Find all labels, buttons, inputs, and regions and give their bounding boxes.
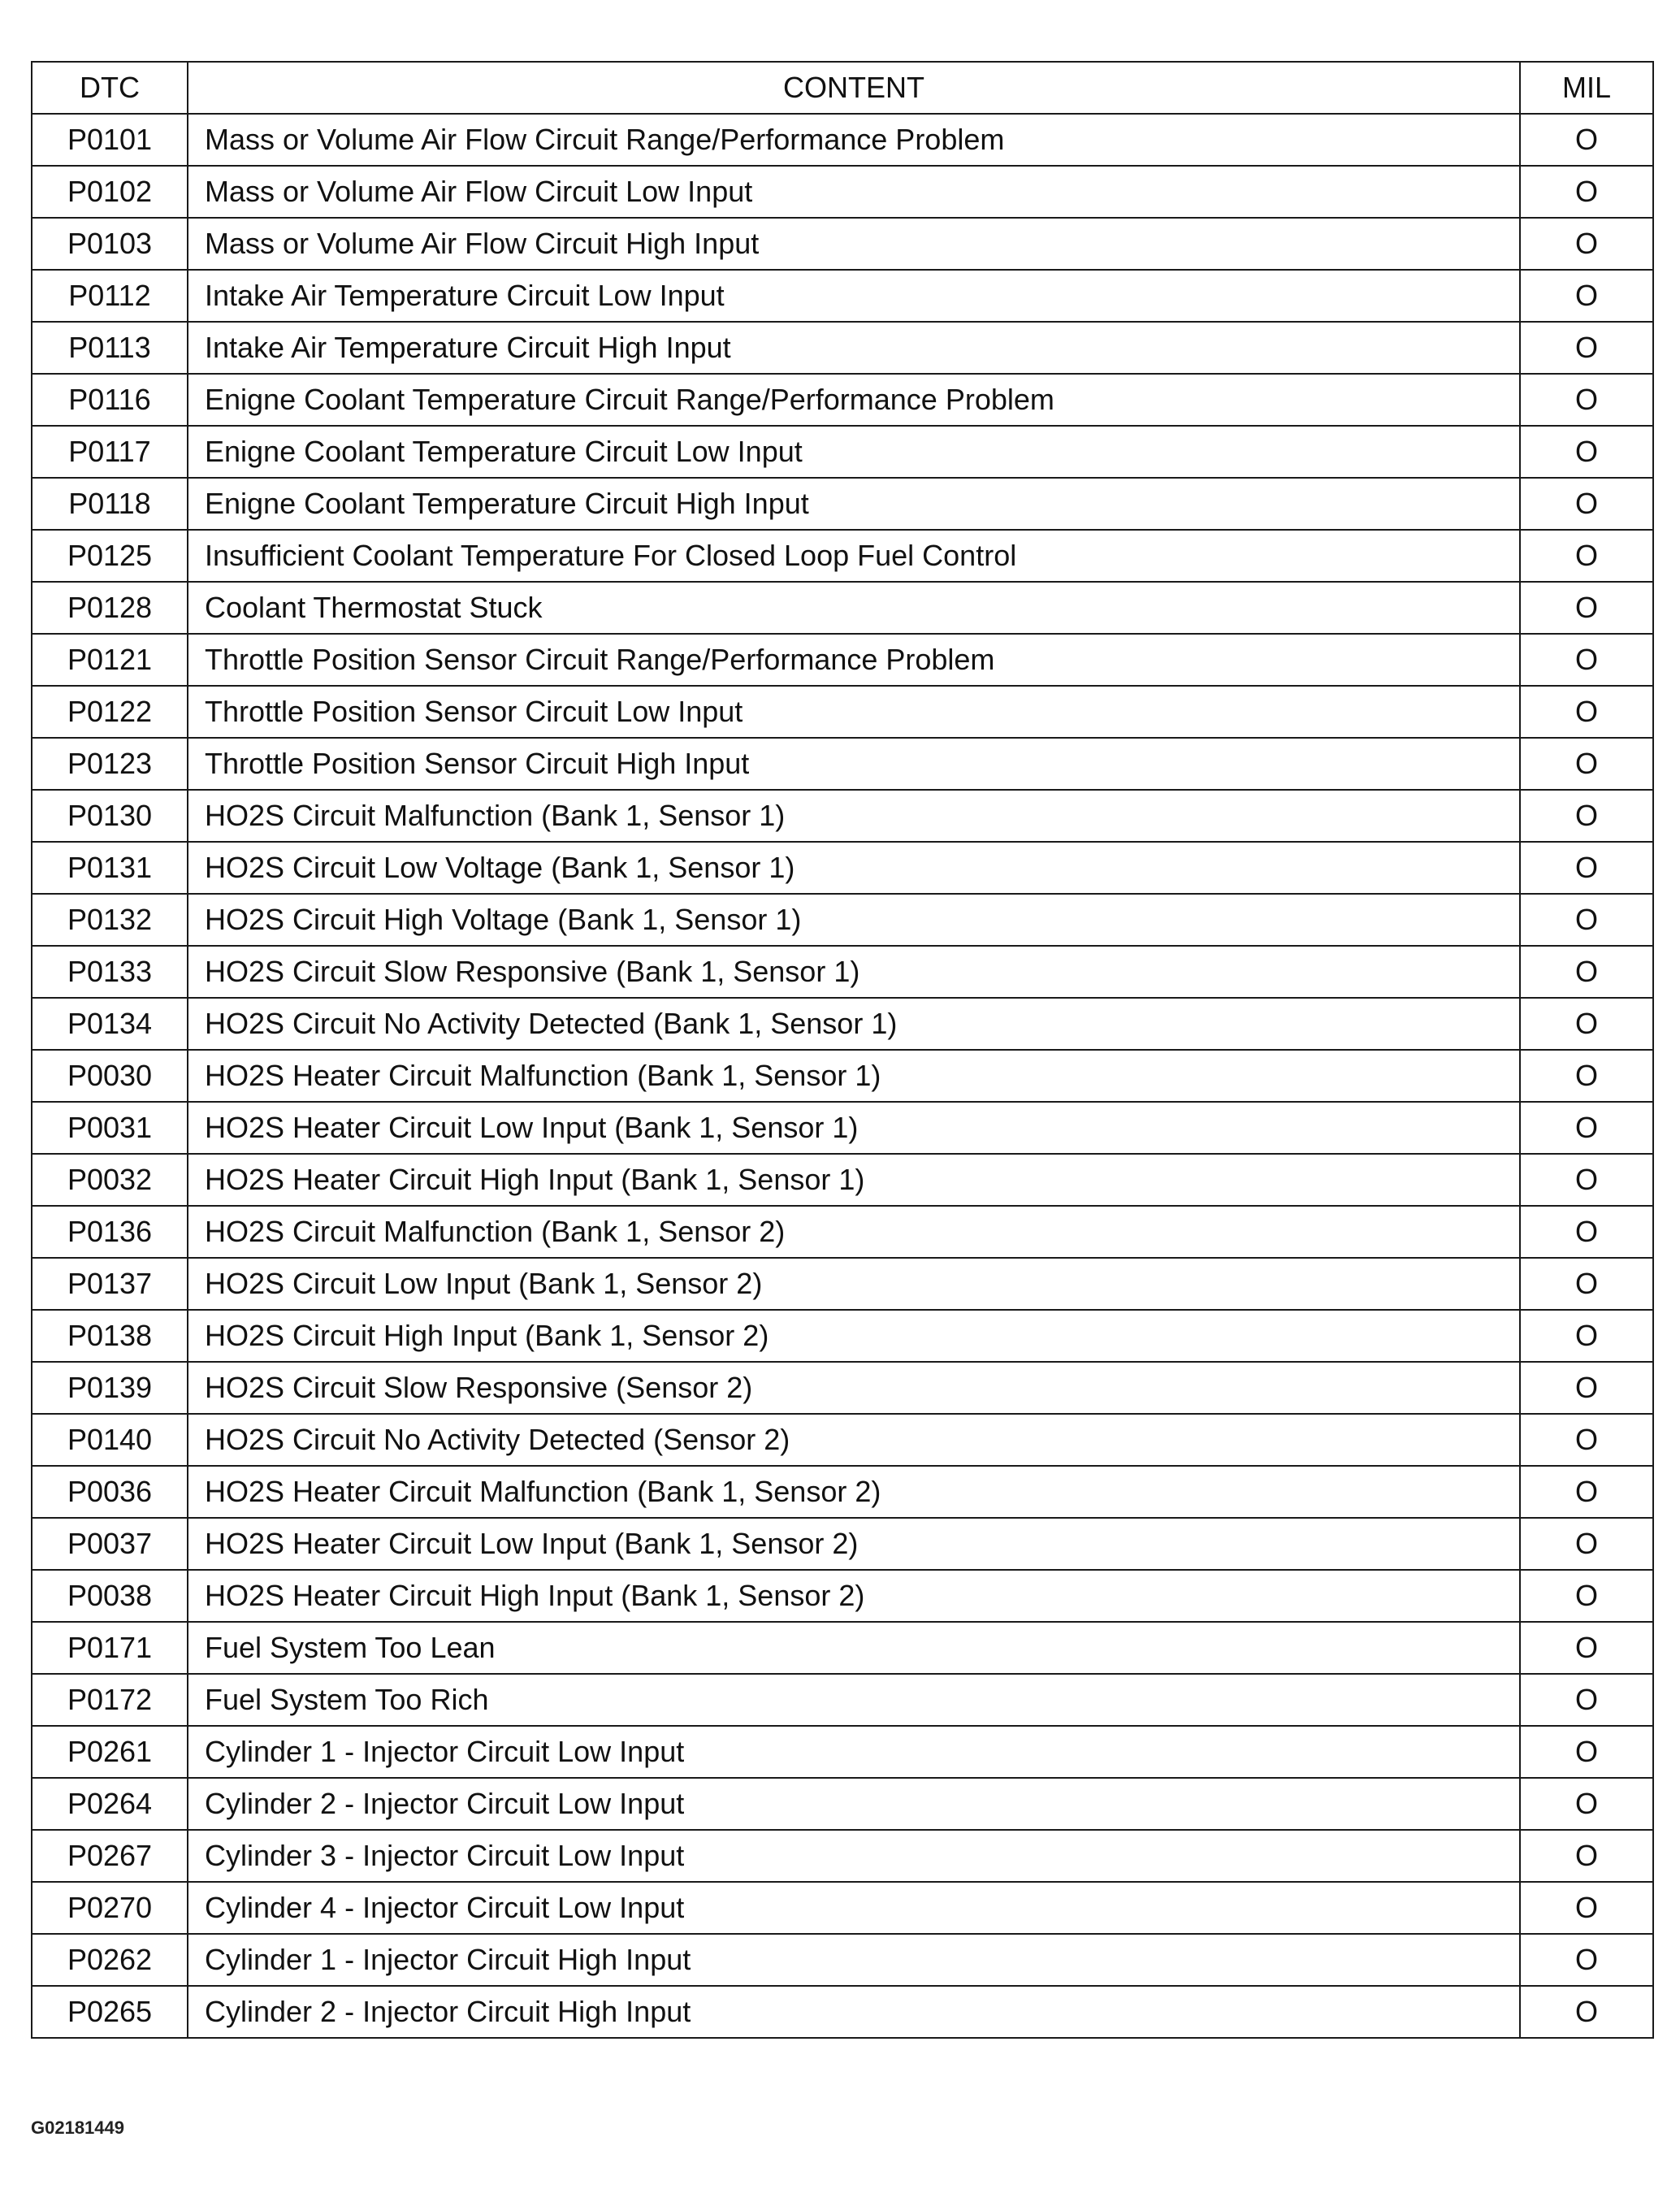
dtc-code-cell: P0036	[32, 1466, 188, 1518]
table-row	[32, 322, 1653, 374]
content-cell: HO2S Circuit Slow Responsive (Sensor 2)	[188, 1362, 1520, 1414]
content-cell: HO2S Heater Circuit Low Input (Bank 1, Sensor 2)	[188, 1518, 1520, 1570]
content-cell: HO2S Circuit Slow Responsive (Bank 1, Sensor 1)	[188, 946, 1520, 998]
table-row	[32, 270, 1653, 322]
content-cell: HO2S Heater Circuit High Input (Bank 1, Sensor 2)	[188, 1570, 1520, 1622]
table-row	[32, 1882, 1653, 1934]
mil-cell: O	[1520, 1154, 1653, 1206]
mil-cell: O	[1520, 894, 1653, 946]
mil-cell: O	[1520, 322, 1653, 374]
table-row	[32, 634, 1653, 686]
dtc-code-cell: P0031	[32, 1102, 188, 1154]
table-row	[32, 1466, 1653, 1518]
mil-cell: O	[1520, 1882, 1653, 1934]
dtc-code-cell: P0123	[32, 738, 188, 790]
dtc-code-cell: P0140	[32, 1414, 188, 1466]
content-cell: HO2S Circuit Malfunction (Bank 1, Sensor 2)	[188, 1206, 1520, 1258]
mil-cell: O	[1520, 1726, 1653, 1778]
table-row	[32, 894, 1653, 946]
dtc-code-cell: P0267	[32, 1830, 188, 1882]
content-cell: Insufficient Coolant Temperature For Closed Loop Fuel Control	[188, 530, 1520, 582]
mil-cell: O	[1520, 478, 1653, 530]
dtc-code-cell: P0139	[32, 1362, 188, 1414]
table-row	[32, 1830, 1653, 1882]
dtc-code-cell: P0265	[32, 1986, 188, 2038]
dtc-code-cell: P0132	[32, 894, 188, 946]
dtc-code-cell: P0134	[32, 998, 188, 1050]
table-row	[32, 1362, 1653, 1414]
mil-cell: O	[1520, 738, 1653, 790]
content-cell: Enigne Coolant Temperature Circuit Range/Performance Problem	[188, 374, 1520, 426]
mil-cell: O	[1520, 426, 1653, 478]
dtc-code-cell: P0122	[32, 686, 188, 738]
dtc-code-cell: P0138	[32, 1310, 188, 1362]
mil-cell: O	[1520, 1986, 1653, 2038]
mil-cell: O	[1520, 1258, 1653, 1310]
table-row	[32, 1206, 1653, 1258]
dtc-code-cell: P0261	[32, 1726, 188, 1778]
table-row	[32, 1414, 1653, 1466]
content-cell: Coolant Thermostat Stuck	[188, 582, 1520, 634]
table-row	[32, 738, 1653, 790]
mil-cell: O	[1520, 1830, 1653, 1882]
mil-cell: O	[1520, 530, 1653, 582]
header-dtc: DTC	[32, 62, 188, 114]
content-cell: Cylinder 4 - Injector Circuit Low Input	[188, 1882, 1520, 1934]
dtc-code-cell: P0172	[32, 1674, 188, 1726]
table-row	[32, 1674, 1653, 1726]
content-cell: HO2S Circuit No Activity Detected (Bank 1, Sensor 1)	[188, 998, 1520, 1050]
table-row	[32, 1154, 1653, 1206]
figure-id: G02181449	[31, 2117, 124, 2138]
header-row	[32, 62, 1653, 114]
mil-cell: O	[1520, 1362, 1653, 1414]
content-cell: HO2S Circuit Malfunction (Bank 1, Sensor 1)	[188, 790, 1520, 842]
table-row	[32, 1778, 1653, 1830]
mil-cell: O	[1520, 1674, 1653, 1726]
table-row	[32, 998, 1653, 1050]
table-row	[32, 1726, 1653, 1778]
dtc-code-cell: P0130	[32, 790, 188, 842]
table-row	[32, 842, 1653, 894]
header-mil: MIL	[1520, 62, 1653, 114]
dtc-code-cell: P0125	[32, 530, 188, 582]
dtc-code-cell: P0103	[32, 218, 188, 270]
mil-cell: O	[1520, 790, 1653, 842]
dtc-code-cell: P0262	[32, 1934, 188, 1986]
dtc-code-cell: P0128	[32, 582, 188, 634]
mil-cell: O	[1520, 1102, 1653, 1154]
mil-cell: O	[1520, 1570, 1653, 1622]
table-body	[32, 114, 1653, 2038]
content-cell: HO2S Circuit High Voltage (Bank 1, Sensor 1)	[188, 894, 1520, 946]
table-row	[32, 1102, 1653, 1154]
table-row	[32, 374, 1653, 426]
mil-cell: O	[1520, 1518, 1653, 1570]
mil-cell: O	[1520, 114, 1653, 166]
content-cell: Enigne Coolant Temperature Circuit High Input	[188, 478, 1520, 530]
content-cell: Cylinder 1 - Injector Circuit High Input	[188, 1934, 1520, 1986]
content-cell: Cylinder 1 - Injector Circuit Low Input	[188, 1726, 1520, 1778]
dtc-code-cell: P0264	[32, 1778, 188, 1830]
dtc-code-cell: P0270	[32, 1882, 188, 1934]
table-row	[32, 686, 1653, 738]
content-cell: Fuel System Too Rich	[188, 1674, 1520, 1726]
dtc-code-cell: P0030	[32, 1050, 188, 1102]
mil-cell: O	[1520, 634, 1653, 686]
mil-cell: O	[1520, 166, 1653, 218]
content-cell: HO2S Heater Circuit Malfunction (Bank 1, Sensor 2)	[188, 1466, 1520, 1518]
mil-cell: O	[1520, 1622, 1653, 1674]
content-cell: HO2S Circuit Low Input (Bank 1, Sensor 2)	[188, 1258, 1520, 1310]
table-row	[32, 1310, 1653, 1362]
mil-cell: O	[1520, 270, 1653, 322]
table-row	[32, 478, 1653, 530]
dtc-code-cell: P0171	[32, 1622, 188, 1674]
mil-cell: O	[1520, 998, 1653, 1050]
mil-cell: O	[1520, 1050, 1653, 1102]
mil-cell: O	[1520, 218, 1653, 270]
content-cell: HO2S Circuit Low Voltage (Bank 1, Sensor 1)	[188, 842, 1520, 894]
mil-cell: O	[1520, 582, 1653, 634]
header-content: CONTENT	[188, 62, 1520, 114]
content-cell: Throttle Position Sensor Circuit Low Input	[188, 686, 1520, 738]
mil-cell: O	[1520, 1778, 1653, 1830]
content-cell: HO2S Heater Circuit Low Input (Bank 1, Sensor 1)	[188, 1102, 1520, 1154]
dtc-code-cell: P0133	[32, 946, 188, 998]
content-cell: Cylinder 3 - Injector Circuit Low Input	[188, 1830, 1520, 1882]
content-cell: Intake Air Temperature Circuit High Input	[188, 322, 1520, 374]
content-cell: Cylinder 2 - Injector Circuit High Input	[188, 1986, 1520, 2038]
table-row	[32, 1986, 1653, 2038]
dtc-code-cell: P0102	[32, 166, 188, 218]
table-row	[32, 790, 1653, 842]
table-row	[32, 1934, 1653, 1986]
table-row	[32, 1570, 1653, 1622]
dtc-code-cell: P0136	[32, 1206, 188, 1258]
table-row	[32, 218, 1653, 270]
content-cell: Mass or Volume Air Flow Circuit Low Input	[188, 166, 1520, 218]
mil-cell: O	[1520, 1934, 1653, 1986]
table-row	[32, 426, 1653, 478]
dtc-code-cell: P0118	[32, 478, 188, 530]
mil-cell: O	[1520, 1310, 1653, 1362]
mil-cell: O	[1520, 1414, 1653, 1466]
mil-cell: O	[1520, 842, 1653, 894]
content-cell: Enigne Coolant Temperature Circuit Low Input	[188, 426, 1520, 478]
mil-cell: O	[1520, 1466, 1653, 1518]
mil-cell: O	[1520, 374, 1653, 426]
content-cell: Mass or Volume Air Flow Circuit Range/Performance Problem	[188, 114, 1520, 166]
dtc-code-cell: P0038	[32, 1570, 188, 1622]
dtc-code-cell: P0117	[32, 426, 188, 478]
table-row	[32, 1050, 1653, 1102]
dtc-code-cell: P0121	[32, 634, 188, 686]
content-cell: HO2S Heater Circuit High Input (Bank 1, Sensor 1)	[188, 1154, 1520, 1206]
content-cell: Cylinder 2 - Injector Circuit Low Input	[188, 1778, 1520, 1830]
dtc-code-cell: P0037	[32, 1518, 188, 1570]
content-cell: HO2S Circuit High Input (Bank 1, Sensor 2)	[188, 1310, 1520, 1362]
content-cell: Throttle Position Sensor Circuit High Input	[188, 738, 1520, 790]
table-header	[32, 62, 1653, 114]
dtc-code-cell: P0112	[32, 270, 188, 322]
table-row	[32, 582, 1653, 634]
content-cell: Mass or Volume Air Flow Circuit High Input	[188, 218, 1520, 270]
table-row	[32, 530, 1653, 582]
dtc-code-cell: P0032	[32, 1154, 188, 1206]
dtc-table	[31, 61, 1654, 2039]
table-row	[32, 166, 1653, 218]
content-cell: Intake Air Temperature Circuit Low Input	[188, 270, 1520, 322]
dtc-code-cell: P0137	[32, 1258, 188, 1310]
dtc-code-cell: P0131	[32, 842, 188, 894]
table-row	[32, 1518, 1653, 1570]
content-cell: HO2S Heater Circuit Malfunction (Bank 1, Sensor 1)	[188, 1050, 1520, 1102]
mil-cell: O	[1520, 1206, 1653, 1258]
content-cell: Throttle Position Sensor Circuit Range/Performance Problem	[188, 634, 1520, 686]
table-row	[32, 1258, 1653, 1310]
dtc-code-cell: P0116	[32, 374, 188, 426]
dtc-code-cell: P0113	[32, 322, 188, 374]
content-cell: HO2S Circuit No Activity Detected (Sensor 2)	[188, 1414, 1520, 1466]
table-row	[32, 946, 1653, 998]
table-row	[32, 114, 1653, 166]
table-row	[32, 1622, 1653, 1674]
mil-cell: O	[1520, 686, 1653, 738]
dtc-code-cell: P0101	[32, 114, 188, 166]
content-cell: Fuel System Too Lean	[188, 1622, 1520, 1674]
mil-cell: O	[1520, 946, 1653, 998]
